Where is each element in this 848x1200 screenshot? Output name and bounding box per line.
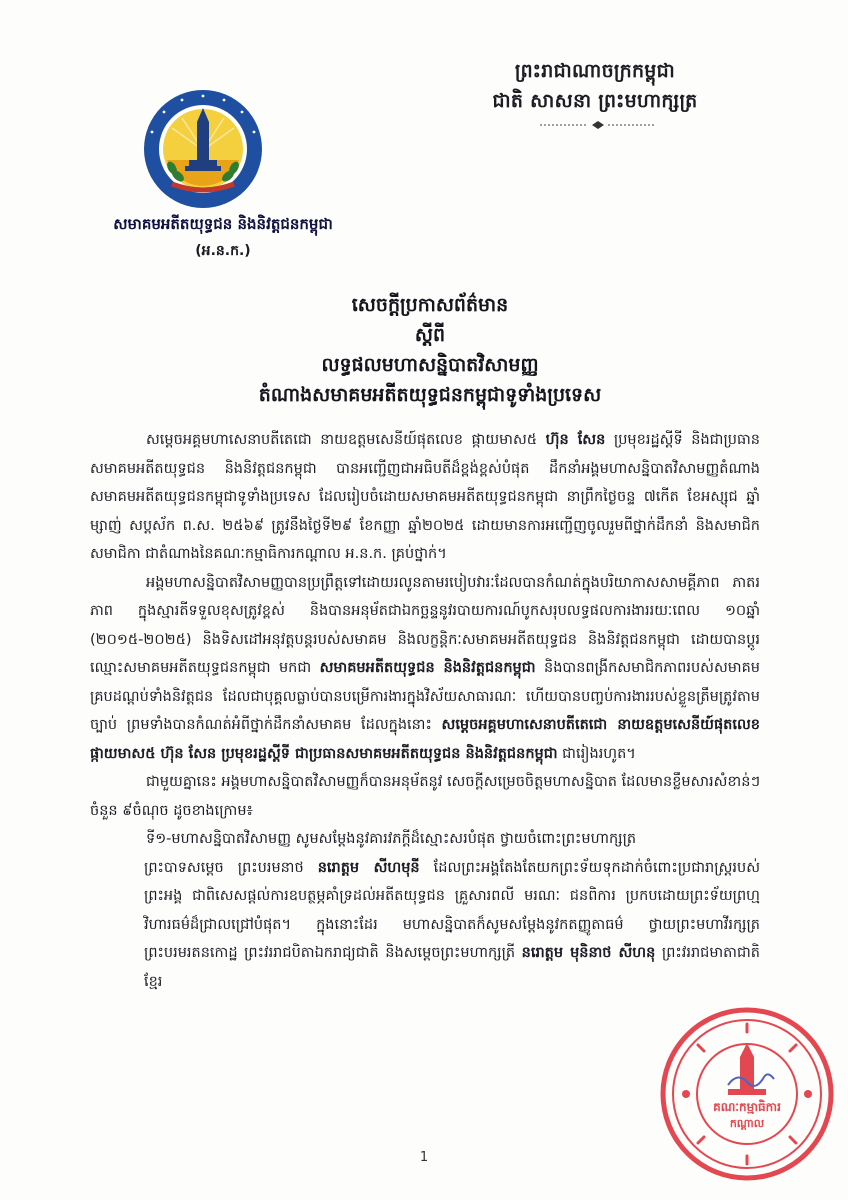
kingdom-line-1: ព្រះរាជាណាចក្រកម្ពុជា: [514, 60, 676, 82]
seal-text-1: គណៈកម្មាធិការ: [713, 1100, 781, 1114]
title-line-2: ស្តីពី: [414, 324, 446, 346]
association-name: សមាគមអតីតយុទ្ធជន និងនិវត្តជនកម្ពុជា: [113, 215, 333, 233]
title-line-1: សេចក្តីប្រកាសព័ត៌មាន: [351, 294, 509, 316]
official-seal-stamp: [658, 1005, 836, 1183]
queen-mother-name: នរោត្តម មុនិនាថ សីហនុ: [521, 945, 656, 961]
leader-name: ហ៊ុន សែន: [545, 432, 606, 448]
paragraph-1: សម្តេចអគ្គមហាសេនាបតីតេជោ នាយឧត្តមសេនីយ៍ផុតលេខ ផ្កាយមាស៥ ហ៊ុន សែន ប្រមុខរដ្ឋស្តីទី និងជាប្រធានសមាគមអតីតយុទ្ធជន និងនិវត្តជនកម្ពុជា បានអញ្ជើញជាអធិបតីដ៏ខ្ពង់ខ្ពស់បំផុត ដឹកនាំអង្គមហាសន្និបាតវិសាមញ្ញតំណាងសមាគមអតីតយុទ្ធជនកម្ពុជាទូទាំងប្រទេស ដែលរៀបចំដោយសមាគមអតីតយុទ្ធជនកម្ពុជា នាព្រឹកថ្ងៃចន្ទ ៧កើត ខែអស្សុជ ឆ្នាំម្សាញ់ សប្តស័ក ព.ស. ២៥៦៩ ត្រូវនឹងថ្ងៃទី២៩ ខែកញ្ញា ឆ្នាំ២០២៥ ដោយមានការអញ្ជើញចូលរួមពីថ្នាក់ដឹកនាំ និងសមាជិក សមាជិកា ជាតំណាងនៃគណៈកម្មាធិការកណ្តាល អ.ន.ក. គ្រប់ថ្នាក់។: [90, 432, 761, 562]
association-logo: [142, 88, 264, 210]
leadership-statement: សម្តេចអគ្គមហាសេនាបតីតេជោ នាយឧត្តមសេនីយ៍ផុតលេខ ផ្កាយមាស៥ ហ៊ុន សែន ប្រមុខរដ្ឋស្តីទី ជាប្រធានសមាគមអតីតយុទ្ធជន និងនិវត្តជនកម្ពុជា: [90, 717, 760, 762]
paragraph-3: ជាមួយគ្នានេះ អង្គមហាសន្និបាតវិសាមញ្ញក៏បានអនុម័តនូវ សេចក្តីសម្រេចចិត្តមហាសន្និបាត ដែលមានខ្លឹមសារសំខាន់ៗចំនួន ៩ចំណុច ដូចខាងក្រោម៖: [90, 774, 760, 819]
divider-ornament: [538, 120, 658, 130]
paragraph-5: ព្រះបាទសម្តេច ព្រះបរមនាថ នរោត្តម សីហមុនី ដែលព្រះអង្គតែងតែយកព្រះទ័យទុកដាក់ចំពោះប្រជារាស្ត្ររបស់ព្រះអង្គ ជាពិសេសផ្តល់ការឧបត្ថម្ភគាំទ្រដល់អតីតយុទ្ធជន គ្រួសារពលី មរណៈ ជនពិការ ប្រកបដោយព្រះទ័យព្រហ្មវិហារធម៌ដ៏ជ្រាលជ្រៅបំផុត។ ក្នុងនោះដែរ មហាសន្និបាតក៏សូមសម្តែងនូវកតញ្ញូតាធម៌ ថ្វាយព្រះមហាវីរក្សត្រ ព្រះបរមរតនកោដ្ឋ ព្រះវររាជបិតាឯករាជ្យជាតិ និងសម្តេចព្រះមហាក្សត្រី នរោត្តម មុនិនាថ សីហនុ ព្រះវររាជមាតាជាតិខ្មែរ: [144, 859, 761, 990]
paragraph-2: អង្គមហាសន្និបាតវិសាមញ្ញបានប្រព្រឹត្តទៅដោយរលូនតាមរបៀបវារៈដែលបានកំណត់ក្នុងបរិយាកាសសាមគ្គីភាព ភាតរភាព ក្នុងស្មារតីទទួលខុសត្រូវខ្ពស់ និងបានអនុម័តជាឯកច្ឆន្ទនូវរបាយការណ៍បូកសរុបលទ្ធផលការងាររយៈពេល ១០ឆ្នាំ (២០១៥-២០២៥) និងទិសដៅអនុវត្តបន្តរបស់សមាគម និងលក្ខន្តិកៈសមាគមអតីតយុទ្ធជន និងនិវត្តជនកម្ពុជា ដោយបានប្តូរឈ្មោះសមាគមអតីតយុទ្ធជនកម្ពុជា មកជា សមាគមអតីតយុទ្ធជន និងនិវត្តជនកម្ពុជា និងបានពង្រីកសមាជិកភាពរបស់សមាគមគ្របដណ្តប់ទាំងនិវត្តជន ដែលជាបុគ្គលធ្លាប់បានបម្រើការងារក្នុងវិស័យសាធារណៈ ហើយបានបញ្ចប់ការងាររបស់ខ្លួនត្រឹមត្រូវតាមច្បាប់ ព្រមទាំងបានកំណត់អំពីថ្នាក់ដឹកនាំសមាគម ដែលក្នុងនោះ សម្តេចអគ្គមហាសេនាបតីតេជោ នាយឧត្តមសេនីយ៍ផុតលេខ ផ្កាយមាស៥ ហ៊ុន សែន ប្រមុខរដ្ឋស្តីទី ជាប្រធានសមាគមអតីតយុទ្ធជន និងនិវត្តជនកម្ពុជា ជារៀងរហូត។: [90, 574, 760, 762]
paragraph-4: ទី១-មហាសន្និបាតវិសាមញ្ញ សូមសម្តែងនូវគារវភក្តីដ៏ស្មោះសរបំផុត ថ្វាយចំពោះព្រះមហាក្សត្រ: [146, 831, 637, 847]
kingdom-motto: [470, 56, 720, 116]
title-line-3: លទ្ធផលមហាសន្និបាតវិសាមញ្ញ: [321, 354, 539, 376]
seal-text-2: កណ្តាល: [729, 1117, 765, 1130]
document-body: [90, 426, 760, 996]
title-line-4: តំណាងសមាគមអតីតយុទ្ធជនកម្ពុជាទូទាំងប្រទេស: [258, 384, 602, 406]
association-abbreviation: (អ.ន.ក.): [195, 243, 251, 259]
kingdom-line-2: ជាតិ សាសនា ព្រះមហាក្សត្រ: [492, 90, 698, 112]
king-name: នរោត្តម សីហមុនី: [317, 859, 420, 876]
new-association-name: សមាគមអតីតយុទ្ធជន និងនិវត្តជនកម្ពុជា: [319, 660, 536, 676]
page-number: 1: [419, 1150, 429, 1165]
document-title: [120, 290, 740, 410]
